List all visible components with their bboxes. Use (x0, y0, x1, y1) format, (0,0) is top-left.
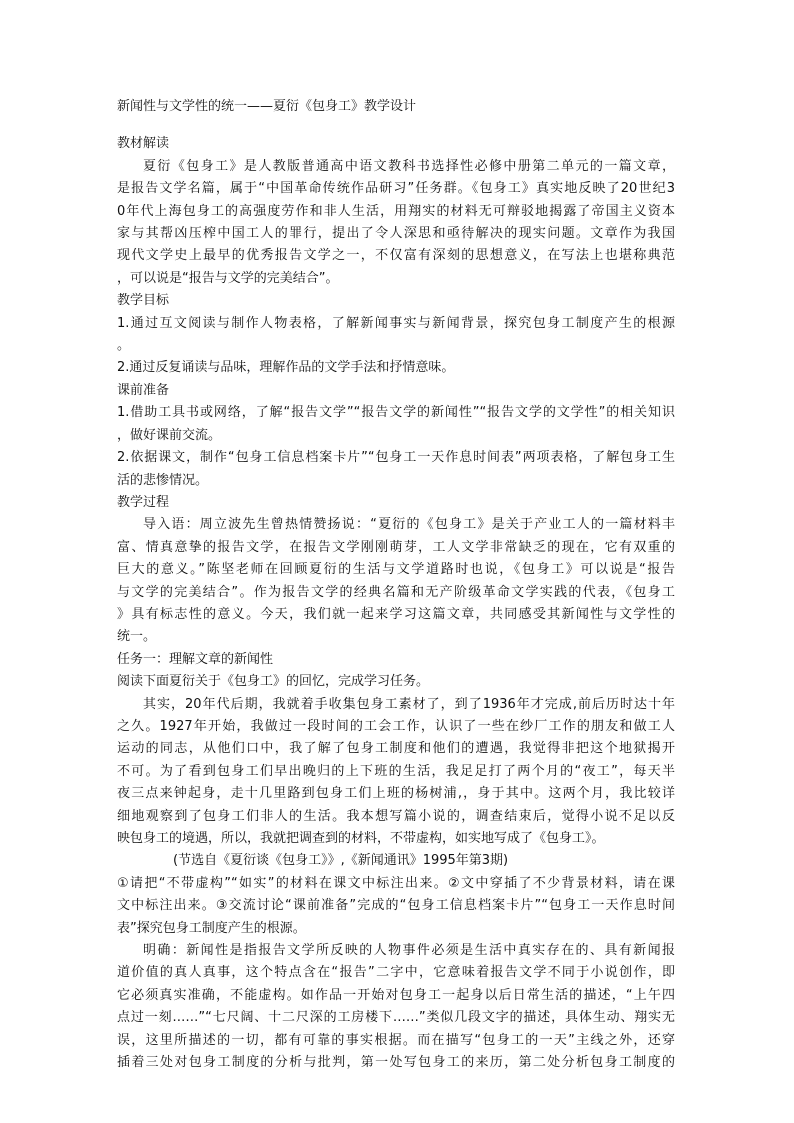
body-line: 明确：新闻性是指报告文学所反映的人物事件必须是生活中真实存在的、具有新闻报 (143, 943, 675, 959)
section-heading: 教学目标 (117, 293, 170, 309)
body-line: 是报告文学名篇，属于“中国革命传统作品研习”任务群。《包身工》真实地反映了20世纪3 (117, 181, 675, 197)
body-line: ①请把“不带虚构”“如实”的材料在课文中标注出来。②文中穿插了不少背景材料，请在课 (117, 875, 675, 891)
section-heading: 课前准备 (117, 382, 170, 398)
section-heading: 任务一：理解文章的新闻性 (117, 651, 274, 667)
body-line: 夏衍《包身工》是人教版普通高中语文教科书选择性必修中册第二单元的一篇文章， (143, 158, 675, 174)
body-line: ，可以说是“报告与文学的完美结合”。 (117, 270, 339, 286)
document-page (117, 96, 675, 1074)
section-heading: 教学过程 (117, 494, 170, 510)
source-citation: (节选自《夏衍谈《包身工》》,《新闻通讯》1995年第3期) (173, 853, 509, 869)
body-line: ，做好课前交流。 (117, 427, 222, 443)
section-heading: 教材解读 (117, 136, 170, 152)
body-line: 2.通过反复诵读与品味，理解作品的文学手法和抒情意味。 (117, 360, 455, 376)
body-line: 。 (117, 338, 131, 354)
document-body (117, 133, 675, 1074)
body-line: 活的悲惨情况。 (117, 472, 209, 488)
document-title: 新闻性与文学性的统一——夏衍《包身工》教学设计 (117, 99, 417, 114)
body-line: 1.通过互文阅读与制作人物表格，了解新闻事实与新闻背景，探究包身工制度产生的根源 (117, 315, 675, 331)
body-line: 误，这里所描述的一切，都有可靠的事实根据。而在描写“包身工的一天”主线之外，还穿 (117, 1032, 675, 1048)
body-line: 表”探究包身工制度产生的根源。 (117, 920, 306, 936)
body-line: 之久。1927年开始，我做过一段时间的工会工作，认识了一些在纱厂工作的朋友和做工人 (117, 718, 675, 734)
body-line: 运动的同志，从他们口中，我了解了包身工制度和他们的遭遇，我觉得非把这个地狱揭开 (117, 741, 675, 757)
body-line: 细地观察到了包身工们非人的生活。我本想写篇小说的，调查结束后，觉得小说不足以反 (117, 808, 675, 824)
body-line: 不可。为了看到包身工们早出晚归的上下班的生活，我足足打了两个月的“夜工”，每天半 (117, 763, 675, 779)
body-line: 映包身工的境遇，所以，我就把调查到的材料，不带虚构，如实地写成了《包身工》。 (117, 831, 605, 846)
body-line: 插着三处对包身工制度的分析与批判，第一处写包身工的来历，第二处分析包身工制度的 (117, 1055, 675, 1071)
body-line: 夜三点来钟起身，走十几里路到包身工们上班的杨树浦,，身于其中。这两个月，我比较详 (117, 786, 675, 802)
body-line: 导入语：周立波先生曾热情赞扬说：“夏衍的《包身工》是关于产业工人的一篇材料丰 (143, 517, 675, 533)
body-line: 点过一刻……”“七尺阔、十二尺深的工房楼下……”类似几段文字的描述，具体生动、翔实无 (117, 1010, 675, 1026)
body-line: 2.依据课文，制作“包身工信息档案卡片”“包身工一天作息时间表”两项表格，了解包身工生 (117, 450, 675, 466)
body-line: 现代文学史上最早的优秀报告文学之一，不仅富有深刻的思想意义，在写法上也堪称典范 (117, 248, 675, 264)
body-line: 1.借助工具书或网络，了解“报告文学”“报告文学的新闻性”“报告文学的文学性”的相关知识 (117, 405, 675, 421)
body-line: 文中标注出来。③交流讨论“课前准备”完成的“包身工信息档案卡片”“包身工一天作息时间 (117, 898, 675, 914)
body-line: 》具有标志性的意义。今天，我们就一起来学习这篇文章，共同感受其新闻性与文学性的 (117, 606, 675, 622)
body-line: 巨大的意义。”陈坚老师在回顾夏衍的生活与文学道路时也说，《包身工》可以说是“报告 (117, 562, 675, 578)
body-line: 道价值的真人真事，这个特点含在“报告”二字中，它意味着报告文学不同于小说创作，即 (117, 965, 675, 981)
body-line: 其实，20年代后期，我就着手收集包身工素材了，到了1936年才完成,前后历时达十年 (143, 696, 675, 712)
body-line: 与文学的完美结合”。作为报告文学的经典名篇和无产阶级革命文学实践的代表，《包身工 (117, 584, 675, 600)
body-line: 0年代上海包身工的高强度劳作和非人生活，用翔实的材料无可辩驳地揭露了帝国主义资本 (117, 203, 675, 219)
body-line: 它必须真实准确，不能虚构。如作品一开始对包身工一起身以后日常生活的描述，“上午四 (117, 987, 675, 1003)
body-line: 统一。 (117, 629, 157, 645)
body-line: 阅读下面夏衍关于《包身工》的回忆，完成学习任务。 (117, 674, 430, 690)
body-line: 家与其帮凶压榨中国工人的罪行，提出了令人深思和亟待解决的现实问题。文章作为我国 (117, 226, 675, 242)
body-line: 富、情真意挚的报告文学，在报告文学刚刚萌芽，工人文学非常缺乏的现在，它有双重的 (117, 539, 675, 555)
